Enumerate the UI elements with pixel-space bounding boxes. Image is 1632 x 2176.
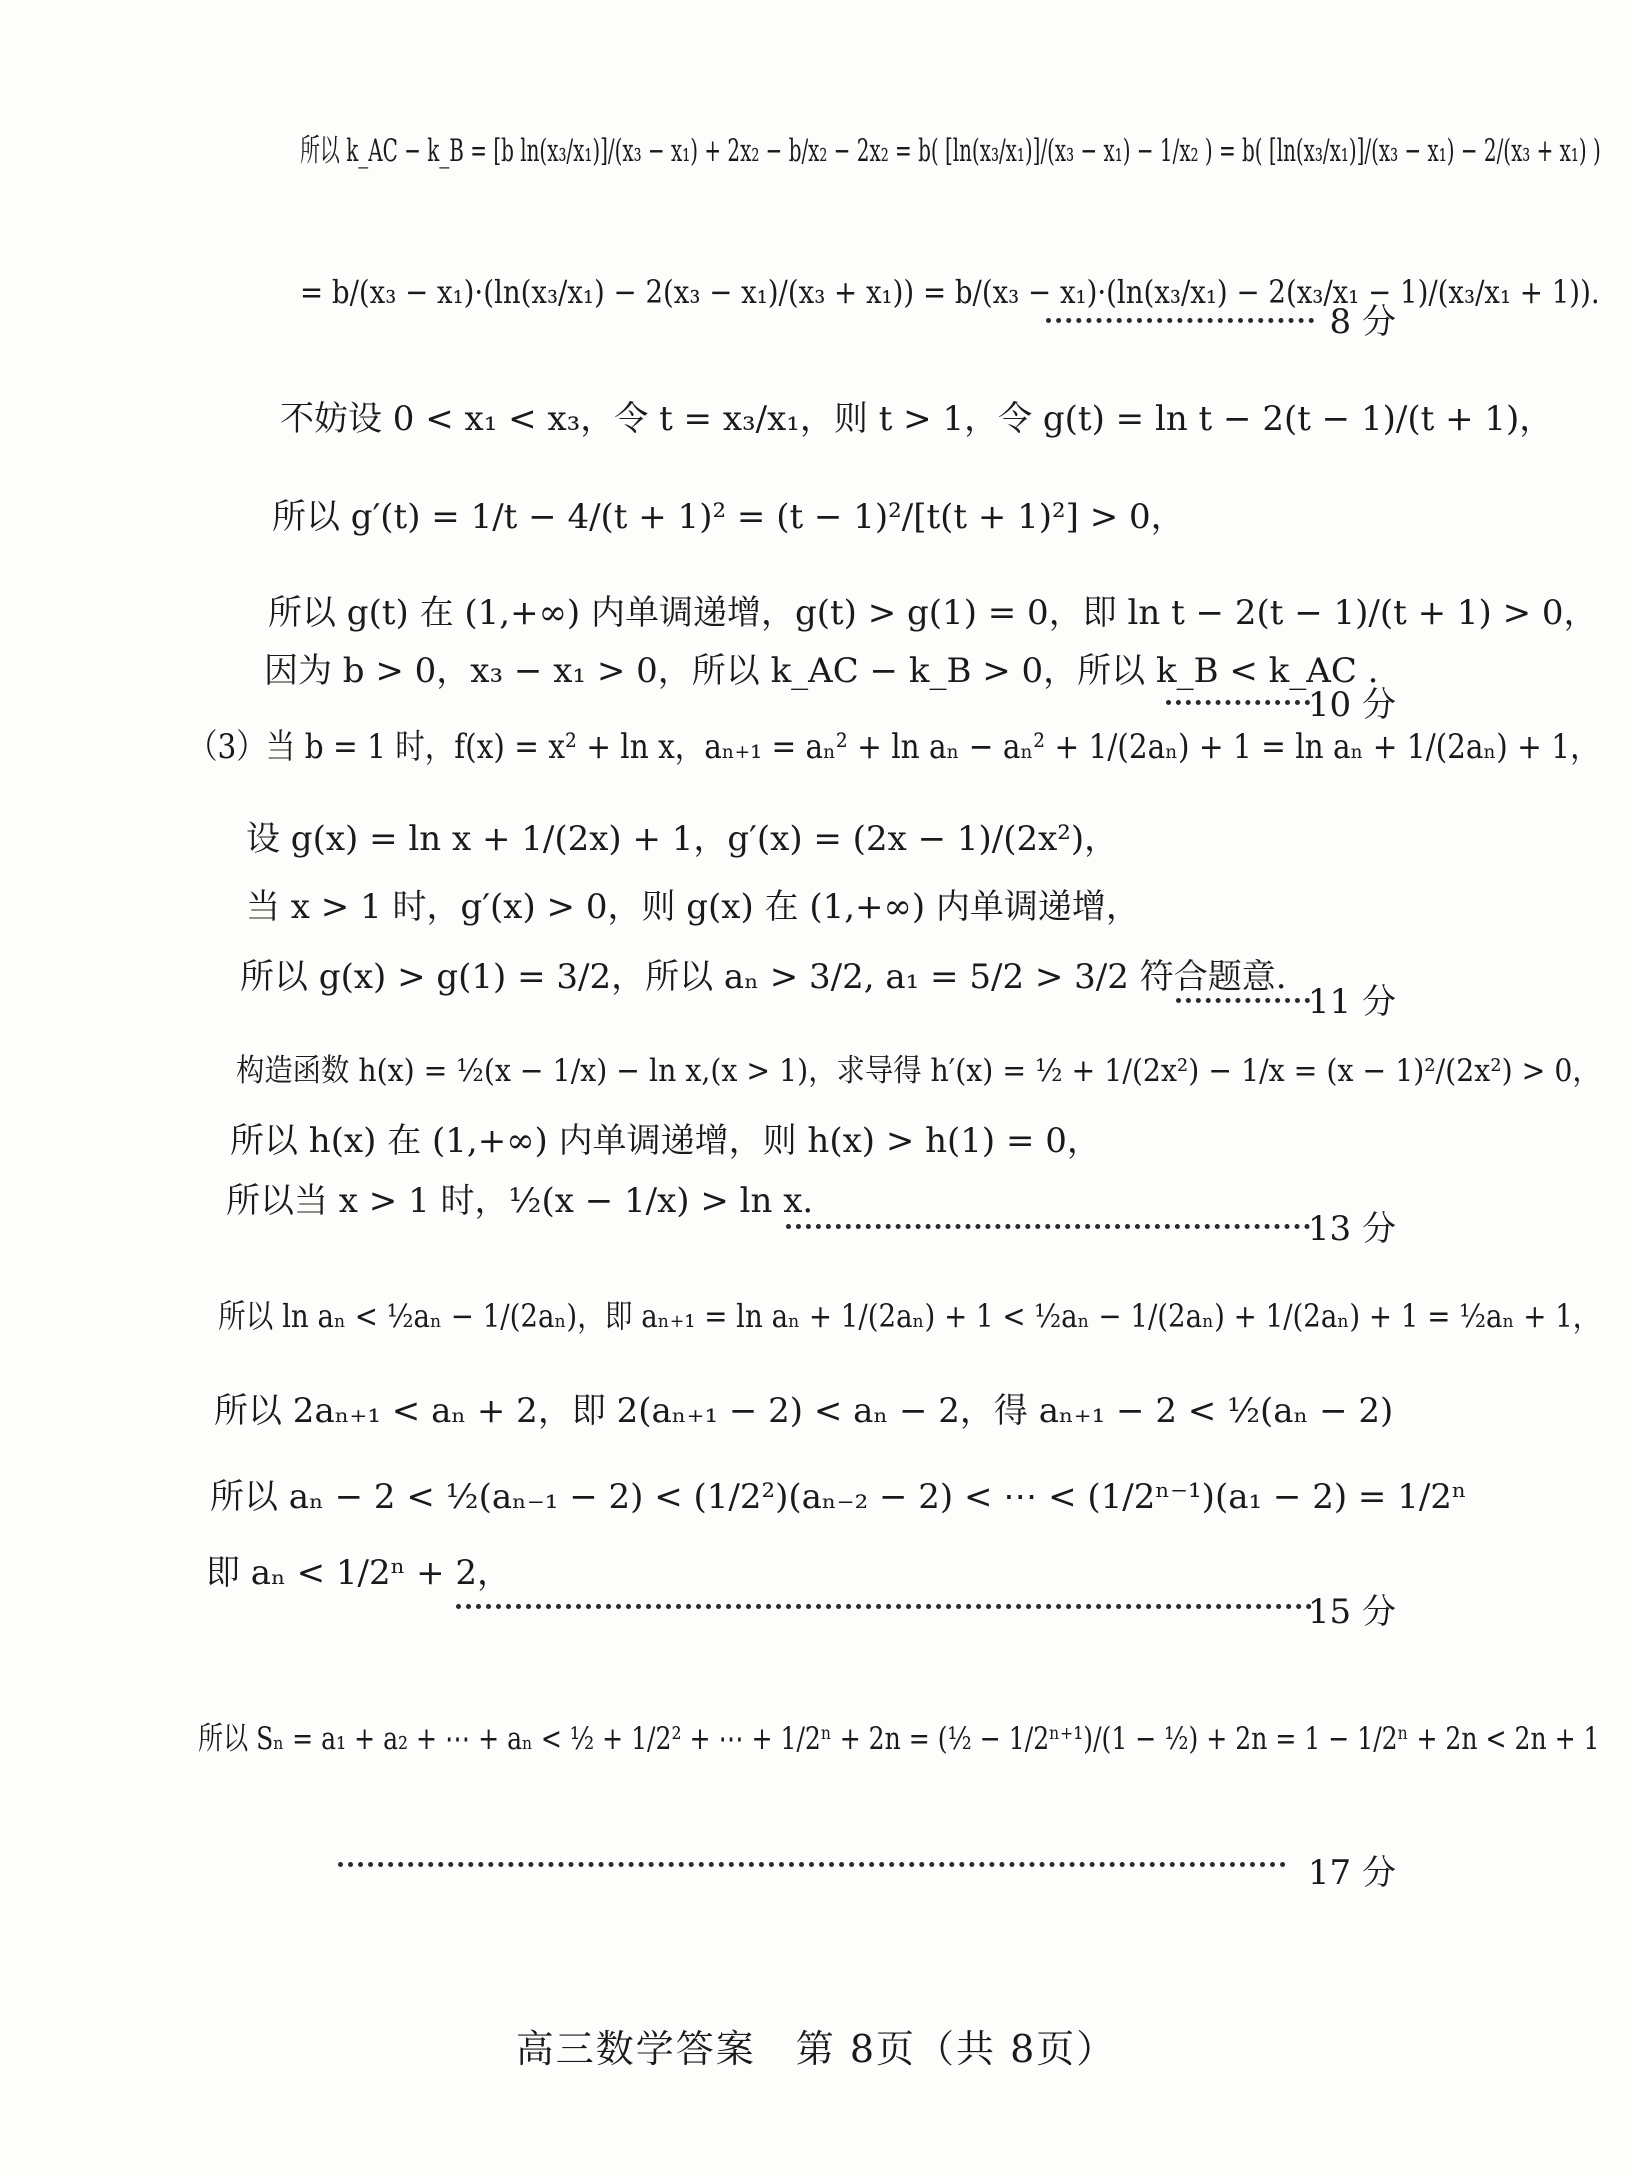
line-inequality-ln: 所以当 x > 1 时，½(x − 1/x) > ln x. (226, 1181, 814, 1221)
line-define-g: 设 g(x) = ln x + 1/(2x) + 1，g′(x) = (2x − 1)/(2x²)， (246, 819, 1119, 859)
page-footer: 高三数学答案 第 8页（共 8页） (515, 2027, 1117, 2071)
line-simplified: = b/(x₃ − x₁)·(ln(x₃/x₁) − 2(x₃ − x₁)/(x₃ + x₁)) = b/(x₃ − x₁)·(ln(x₃/x₁) − 2(x₃/x₁ − 1)/(x₃/x₁ + 1)). (300, 273, 1600, 311)
score-15: 15 分 (1307, 1592, 1396, 1632)
line-kb-lt-kac: 因为 b > 0，x₃ − x₁ > 0，所以 k_AC − k_B > 0，所以 k_B < k_AC . (264, 651, 1379, 691)
line-construct-h: 构造函数 h(x) = ½(x − 1/x) − ln x,(x > 1)，求导得 h′(x) = ½ + 1/(2x²) − 1/x = (x − 1)²/(2x²) > 0， (236, 1053, 1601, 1089)
line-part3-recurrence: （3）当 b = 1 时，f(x) = x² + ln x，aₙ₊₁ = aₙ² + ln aₙ − aₙ² + 1/(2aₙ) + 1 = ln aₙ + 1/(2aₙ) + 1， (188, 727, 1600, 767)
score-13: 13 分 (1307, 1209, 1396, 1249)
line-sn-bound: 所以 Sₙ = a₁ + a₂ + ⋯ + aₙ < ½ + 1/2² + ⋯ + 1/2ⁿ + 2n = (½ − 1/2ⁿ⁺¹)/(1 − ½) + 2n = 1 − 1/2ⁿ + 2n < 2n + 1 (198, 1721, 1600, 1757)
leader-dots-17 (338, 1862, 1286, 1867)
line-an-gt-three-halves: 所以 g(x) > g(1) = 3/2，所以 aₙ > 3/2, a₁ = 5/2 > 3/2 符合题意. (240, 957, 1287, 997)
line-h-increasing: 所以 h(x) 在 (1,+∞) 内单调递增，则 h(x) > h(1) = 0， (230, 1121, 1101, 1161)
score-11: 11 分 (1307, 982, 1396, 1022)
line-kac-minus-kb: 所以 k_AC − k_B = [b ln(x₃/x₁)]/(x₃ − x₁) + 2x₂ − b/x₂ − 2x₂ = b( [ln(x₃/x₁)]/(x₃ − x₁) − 1/x₂ ) = b( [ln(x₃/x₁)]/(x₃ − x₁) − 2/(x₃ + x₁) ) (300, 133, 1601, 169)
line-an1-minus-2: 所以 2aₙ₊₁ < aₙ + 2，即 2(aₙ₊₁ − 2) < aₙ − 2，得 aₙ₊₁ − 2 < ½(aₙ − 2) (214, 1391, 1394, 1431)
line-g-prime-t: 所以 g′(t) = 1/t − 4/(t + 1)² = (t − 1)²/[t(t + 1)²] > 0， (272, 497, 1185, 537)
line-chain: 所以 aₙ − 2 < ½(aₙ₋₁ − 2) < (1/2²)(aₙ₋₂ − 2) < ⋯ < (1/2ⁿ⁻¹)(a₁ − 2) = 1/2ⁿ (210, 1477, 1467, 1517)
leader-dots-10 (1166, 700, 1310, 705)
score-17: 17 分 (1307, 1853, 1396, 1893)
line-g-increasing: 所以 g(t) 在 (1,+∞) 内单调递增，g(t) > g(1) = 0，即 ln t − 2(t − 1)/(t + 1) > 0， (268, 593, 1598, 633)
line-g-monotone: 当 x > 1 时，g′(x) > 0，则 g(x) 在 (1,+∞) 内单调递增， (246, 887, 1140, 927)
line-an1-bound: 所以 ln aₙ < ½aₙ − 1/(2aₙ)，即 aₙ₊₁ = ln aₙ + 1/(2aₙ) + 1 < ½aₙ − 1/(2aₙ) + 1/(2aₙ) + 1 = ½aₙ + 1， (218, 1297, 1601, 1335)
line-let-t: 不妨设 0 < x₁ < x₃，令 t = x₃/x₁，则 t > 1，令 g(t) = ln t − 2(t − 1)/(t + 1)， (280, 399, 1554, 439)
score-8: 8 分 (1329, 302, 1396, 342)
leader-dots-15 (456, 1604, 1312, 1609)
leader-dots-13 (786, 1224, 1310, 1229)
leader-dots-11 (1176, 998, 1310, 1003)
line-an-lt: 即 aₙ < 1/2ⁿ + 2， (206, 1553, 512, 1593)
score-10: 10 分 (1307, 685, 1396, 725)
leader-dots-8 (1046, 318, 1314, 323)
